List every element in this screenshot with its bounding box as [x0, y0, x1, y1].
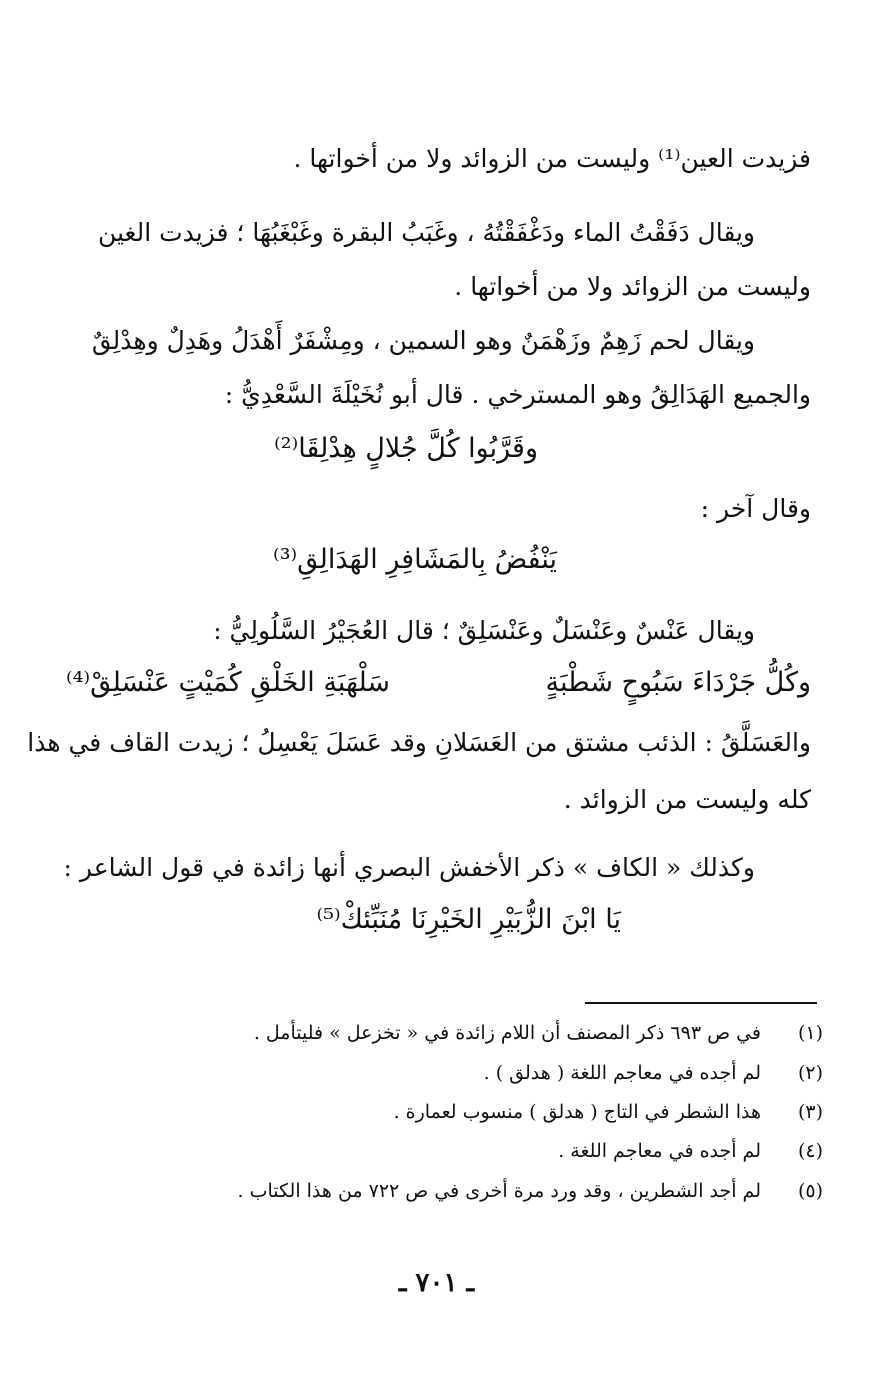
- footnote-text: لم أجد الشطرين ، وقد ورد مرة أخرى في ص ٧٢٢ من هذا الكتاب .: [237, 1180, 761, 1202]
- text-line-5: والجميع الهَدَالِقُ وهو المسترخي . قال أبو نُخَيْلَةَ السَّعْدِيُّ :: [224, 380, 811, 409]
- footnote-number: (٥): [797, 1180, 823, 1202]
- text-line-9: كله وليست من الزوائد .: [563, 785, 811, 814]
- text-line-10: وكذلك « الكاف » ذكر الأخفش البصري أنها زائدة في قول الشاعر :: [63, 853, 755, 882]
- verse-first-hemistich: وكُلُّ جَرْدَاءَ سَبُوحٍ شَطْبَةٍ: [545, 667, 811, 698]
- footnote-number: (٤): [797, 1140, 823, 1162]
- footnote-1: [254, 1020, 823, 1046]
- footnote-number: (٢): [797, 1062, 823, 1084]
- verse-line-2: يَنْفُضُ بِالمَشَافِرِ الهَدَالِقِ⁽³⁾: [273, 544, 557, 575]
- footnote-5: [238, 1178, 823, 1204]
- footnote-3: [394, 1099, 823, 1125]
- page-number: ـ ٧٠١ ـ: [398, 1268, 475, 1298]
- footnote-text: لم أجده في معاجم اللغة .: [558, 1140, 761, 1162]
- footnote-number: (٣): [797, 1101, 823, 1123]
- text-line-1: فزيدت العين⁽¹⁾ وليست من الزوائد ولا من أخواتها .: [293, 144, 811, 173]
- footnote-2: [484, 1060, 823, 1086]
- text-line-4: ويقال لحم زَهِمٌ وزَهْمَنٌ وهو السمين ، ومِشْفَرٌ أَهْدَلُ وهَدِلٌ وهِدْلِقٌ: [91, 326, 755, 355]
- verse-second-hemistich: سَلْهَبَةِ الخَلْقِ كُمَيْتٍ عَنْسَلِقْ⁽⁴⁾: [66, 667, 391, 698]
- footnote-text: في ص ٦٩٣ ذكر المصنف أن اللام زائدة في « تخزعل » فليتأمل .: [253, 1022, 761, 1044]
- verse-couplet: [66, 666, 811, 700]
- footnote-number: (١): [797, 1022, 823, 1044]
- verse-line-1: وقَرَّبُوا كُلَّ جُلالٍ هِدْلِقَا⁽²⁾: [274, 433, 538, 464]
- footnote-text: هذا الشطر في التاج ( هدلق ) منسوب لعمارة .: [393, 1101, 761, 1123]
- footnote-text: لم أجده في معاجم اللغة ( هدلق ) .: [483, 1062, 761, 1084]
- text-line-3: وليست من الزوائد ولا من أخواتها .: [454, 272, 811, 301]
- text-line-8: والعَسَلَّقُ : الذئب مشتق من العَسَلانِ وقد عَسَلَ يَعْسِلُ ؛ زيدت القاف في هذا: [27, 728, 811, 757]
- text-line-6: وقال آخر :: [700, 494, 811, 523]
- footnote-divider: [585, 1002, 817, 1004]
- verse-line-3: يَا ابْنَ الزُّبَيْرِ الخَيْرِنَا مُنَبِّئكْ⁽⁵⁾: [316, 904, 621, 935]
- footnote-4: [558, 1138, 823, 1164]
- text-line-7: ويقال عَنْسٌ وعَنْسَلٌ وعَنْسَلِقٌ ؛ قال العُجَيْرُ السَّلُولِيُّ :: [213, 616, 755, 645]
- text-line-2: ويقال دَفَقْتُ الماء ودَغْفَقْتُهُ ، وغَبَبُ البقرة وغَبْغَبُهَا ؛ فزيدت الغين: [97, 218, 755, 247]
